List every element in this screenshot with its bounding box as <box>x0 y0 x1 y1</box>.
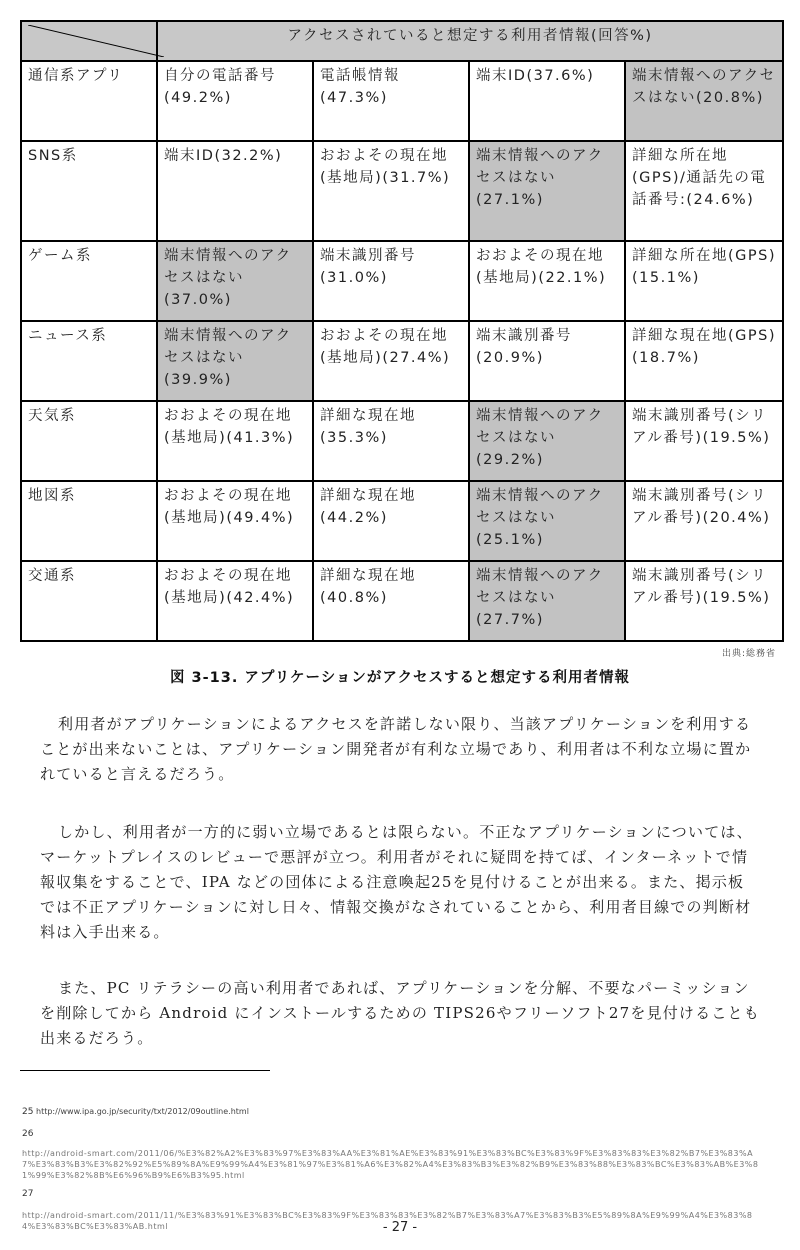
page-number: - 27 - <box>382 1220 418 1235</box>
row-category: ニュース系 <box>21 321 157 401</box>
body-paragraph: 利用者がアプリケーションによるアクセスを許諾しない限り、当該アプリケーションを利用することが出来ないことは、アプリケーション開発者が有利な立場であり、利用者は不利な立場に置かれていると言えるだろう。 <box>40 715 752 783</box>
table-cell: おおよその現在地(基地局)(27.4%) <box>313 321 469 401</box>
row-category: 通信系アプリ <box>21 61 157 141</box>
diagonal-line-icon <box>28 25 164 57</box>
footnote-link[interactable]: http://android-smart.com/2011/11/%E3%83%91%E3%83%BC%E3%83%9F%E3%83%83%E3%82%B7%E3%83%A7%E3%83%B3%E5%89%8A%E9%99%A4%E3%83%84%E3%83%BC%E3%83%AB.html <box>22 1211 753 1231</box>
table-cell: 端末識別番号(20.9%) <box>469 321 625 401</box>
table-cell-highlighted: 端末情報へのアクセスはない(27.1%) <box>469 141 625 241</box>
table-cell: 詳細な所在地(GPS)/通話先の電話番号:(24.6%) <box>625 141 783 241</box>
table-row <box>21 561 783 641</box>
footnote-25 <box>22 1106 762 1118</box>
table-cell: 端末識別番号(シリアル番号)(20.4%) <box>625 481 783 561</box>
table-cell: 詳細な現在地(GPS)(18.7%) <box>625 321 783 401</box>
row-category: SNS系 <box>21 141 157 241</box>
footnote-divider <box>20 1070 270 1071</box>
body-paragraph: しかし、利用者が一方的に弱い立場であるとは限らない。不正なアプリケーションについては、マーケットプレイスのレビューで悪評が立つ。利用者がそれに疑問を持てば、インターネットで情報収集をすることで、IPA などの団体による注意喚起25を見付けることが出来る。また、掲示板では不正アプリケーションに対し日々、情報交換がなされていることから、利用者目線での判断材料は入手出来る。 <box>40 823 753 941</box>
access-info-table <box>20 20 784 642</box>
footnote-number: 26 <box>22 1129 34 1139</box>
table-cell: おおよその現在地(基地局)(42.4%) <box>157 561 313 641</box>
table-cell: 自分の電話番号(49.2%) <box>157 61 313 141</box>
table-cell: 端末ID(32.2%) <box>157 141 313 241</box>
table-cell: 端末ID(37.6%) <box>469 61 625 141</box>
footnote-26-number <box>22 1128 762 1140</box>
table-header: アクセスされていると想定する利用者情報(回答%) <box>157 21 783 61</box>
table-cell: 詳細な現在地(40.8%) <box>313 561 469 641</box>
header-corner-cell <box>21 21 157 61</box>
row-category: 天気系 <box>21 401 157 481</box>
row-category: ゲーム系 <box>21 241 157 321</box>
access-info-table-wrap <box>20 20 782 642</box>
table-row <box>21 141 783 241</box>
table-cell: おおよその現在地(基地局)(22.1%) <box>469 241 625 321</box>
row-category: 地図系 <box>21 481 157 561</box>
table-row <box>21 241 783 321</box>
figure-caption: 図 3-13. アプリケーションがアクセスすると想定する利用者情報 <box>169 670 630 686</box>
table-cell: 端末識別番号(シリアル番号)(19.5%) <box>625 401 783 481</box>
body-paragraph: また、PC リテラシーの高い利用者であれば、アプリケーションを分解、不要なパーミッションを削除してから Android にインストールするための TIPS26やフリーソフト27を見付けることも出来るだろう。 <box>40 979 760 1047</box>
table-cell: おおよその現在地(基地局)(41.3%) <box>157 401 313 481</box>
footnote-number: 25 <box>22 1107 34 1117</box>
table-cell: 端末識別番号(31.0%) <box>313 241 469 321</box>
table-cell-highlighted: 端末情報へのアクセスはない(25.1%) <box>469 481 625 561</box>
table-cell: 詳細な現在地(44.2%) <box>313 481 469 561</box>
table-header-row <box>21 21 783 61</box>
table-cell: 電話帳情報(47.3%) <box>313 61 469 141</box>
table-cell: おおよその現在地(基地局)(31.7%) <box>313 141 469 241</box>
table-cell-highlighted: 端末情報へのアクセスはない(37.0%) <box>157 241 313 321</box>
table-cell-highlighted: 端末情報へのアクセスはない(29.2%) <box>469 401 625 481</box>
footnote-27-number <box>22 1188 762 1200</box>
table-cell: 端末識別番号(シリアル番号)(19.5%) <box>625 561 783 641</box>
table-row <box>21 321 783 401</box>
table-cell-highlighted: 端末情報へのアクセスはない(27.7%) <box>469 561 625 641</box>
table-cell-highlighted: 端末情報へのアクセスはない(39.9%) <box>157 321 313 401</box>
footnote-number: 27 <box>22 1189 34 1199</box>
row-category: 交通系 <box>21 561 157 641</box>
table-row <box>21 401 783 481</box>
table-cell: 詳細な所在地(GPS)(15.1%) <box>625 241 783 321</box>
table-cell-highlighted: 端末情報へのアクセスはない(20.8%) <box>625 61 783 141</box>
table-cell: 詳細な現在地(35.3%) <box>313 401 469 481</box>
footnote-link[interactable]: http://www.ipa.go.jp/security/txt/2012/09outline.html <box>36 1107 249 1116</box>
source-note: 出典:総務省 <box>721 649 776 659</box>
table-row <box>21 481 783 561</box>
table-row <box>21 61 783 141</box>
table-cell: おおよその現在地(基地局)(49.4%) <box>157 481 313 561</box>
footnote-link[interactable]: http://android-smart.com/2011/06/%E3%82%A2%E3%83%97%E3%83%AA%E3%81%AE%E3%83%91%E3%83%BC%E3%83%9F%E3%83%83%E3%82%B7%E3%83%A7%E3%83%B3%E3%82%92%E5%89%8A%E9%99%A4%E3%81%97%E3%81%A6%E3%82%A4%E3%83%B3%E3%82%B9%E3%83%88%E3%83%BC%E3%83%AB%E3%81%99%E3%82%8B%E6%96%B9%E6%B3%95.html <box>22 1149 759 1180</box>
